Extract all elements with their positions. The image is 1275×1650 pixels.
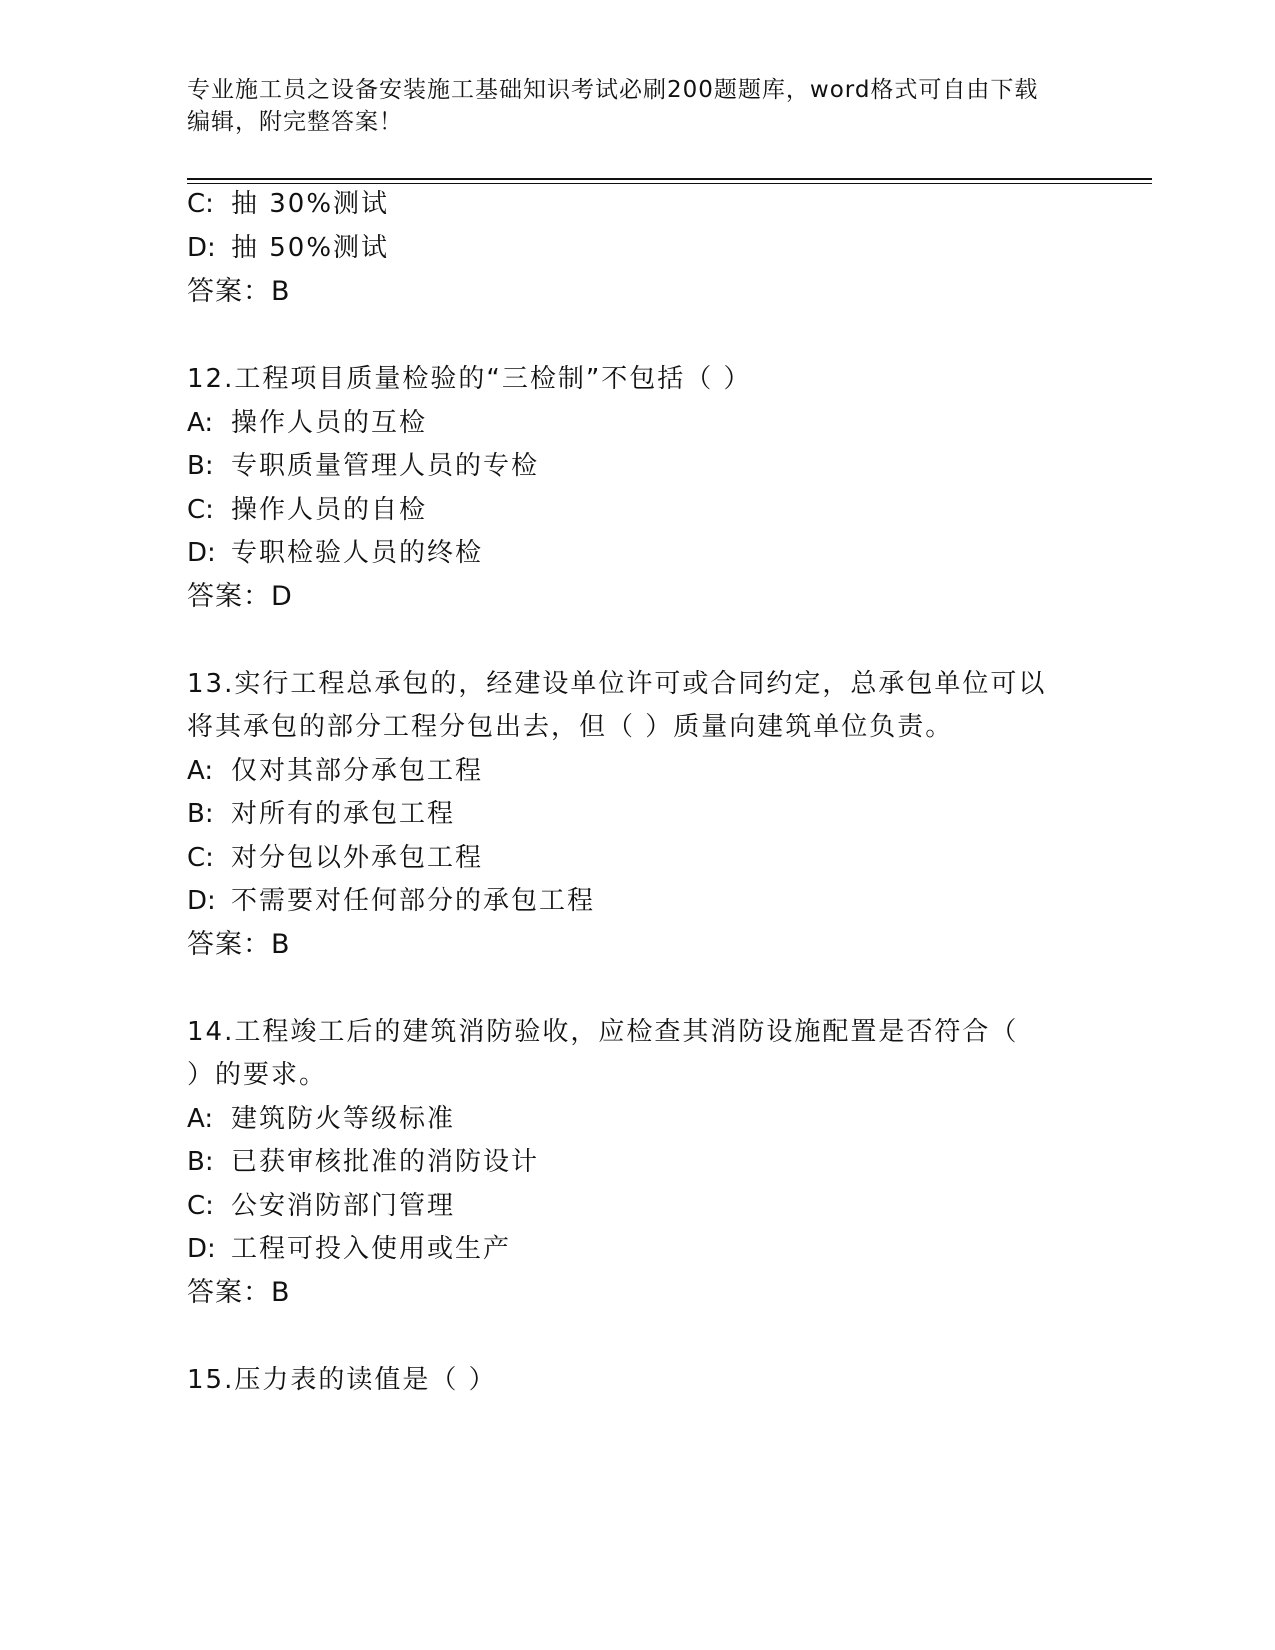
option-letter: A: xyxy=(187,1104,214,1134)
option-text: 专职质量管理人员的专检 xyxy=(231,451,540,481)
option-letter: D: xyxy=(187,1234,216,1264)
option-text: 不需要对任何部分的承包工程 xyxy=(231,886,596,916)
option-a xyxy=(187,1102,455,1136)
option-c xyxy=(187,493,427,527)
option-b xyxy=(187,797,455,831)
answer: 答案：D xyxy=(187,581,293,612)
option-text: 工程可投入使用或生产 xyxy=(231,1234,512,1264)
option-d xyxy=(187,884,595,918)
option-c xyxy=(187,841,483,875)
option-c xyxy=(187,1189,455,1223)
option-b xyxy=(187,1145,539,1179)
header-line-1: 专业施工员之设备安装施工基础知识考试必刷200题题库，word格式可自由下载 xyxy=(187,77,1039,103)
header-divider-thick xyxy=(187,178,1152,180)
option-text: 已获审核批准的消防设计 xyxy=(231,1147,540,1177)
document-header xyxy=(187,74,1087,138)
option-text: 操作人员的互检 xyxy=(231,408,428,438)
header-divider-thin xyxy=(187,183,1152,184)
option-text: 对分包以外承包工程 xyxy=(231,843,484,873)
option-text: 公安消防部门管理 xyxy=(231,1191,456,1221)
option-letter: C: xyxy=(187,843,214,873)
question-13-stem-line-1: 13.实行工程总承包的，经建设单位许可或合同约定，总承包单位可以 xyxy=(187,669,1047,699)
question-15-stem: 15.压力表的读值是（ ） xyxy=(187,1365,497,1395)
option-letter: B: xyxy=(187,1147,214,1177)
option-letter: C: xyxy=(187,189,214,219)
option-a xyxy=(187,406,427,440)
option-letter: B: xyxy=(187,451,214,481)
option-letter: D: xyxy=(187,886,216,916)
option-b xyxy=(187,449,539,483)
option-a xyxy=(187,754,483,788)
option-letter: C: xyxy=(187,495,214,525)
option-letter: D: xyxy=(187,233,216,263)
option-d xyxy=(187,231,389,265)
option-d xyxy=(187,1232,511,1266)
option-letter: D: xyxy=(187,538,216,568)
option-text: 抽 30%测试 xyxy=(231,189,390,219)
question-14-stem-line-2: ）的要求。 xyxy=(187,1060,328,1090)
question-13-stem-line-2: 将其承包的部分工程分包出去，但（ ）质量向建筑单位负责。 xyxy=(187,712,954,742)
option-text: 对所有的承包工程 xyxy=(231,799,456,829)
option-text: 专职检验人员的终检 xyxy=(231,538,484,568)
answer: 答案：B xyxy=(187,1277,291,1308)
option-d xyxy=(187,536,483,570)
option-c xyxy=(187,187,389,221)
option-letter: A: xyxy=(187,408,214,438)
option-letter: B: xyxy=(187,799,214,829)
option-letter: C: xyxy=(187,1191,214,1221)
option-letter: A: xyxy=(187,756,214,786)
question-14-stem-line-1: 14.工程竣工后的建筑消防验收，应检查其消防设施配置是否符合（ xyxy=(187,1017,1019,1047)
question-12-stem: 12.工程项目质量检验的“三检制”不包括（ ） xyxy=(187,364,752,394)
header-line-2: 编辑，附完整答案！ xyxy=(187,109,403,135)
option-text: 建筑防火等级标准 xyxy=(231,1104,456,1134)
option-text: 仅对其部分承包工程 xyxy=(231,756,484,786)
answer: 答案：B xyxy=(187,276,291,307)
answer: 答案：B xyxy=(187,929,291,960)
option-text: 抽 50%测试 xyxy=(231,233,390,263)
option-text: 操作人员的自检 xyxy=(231,495,428,525)
